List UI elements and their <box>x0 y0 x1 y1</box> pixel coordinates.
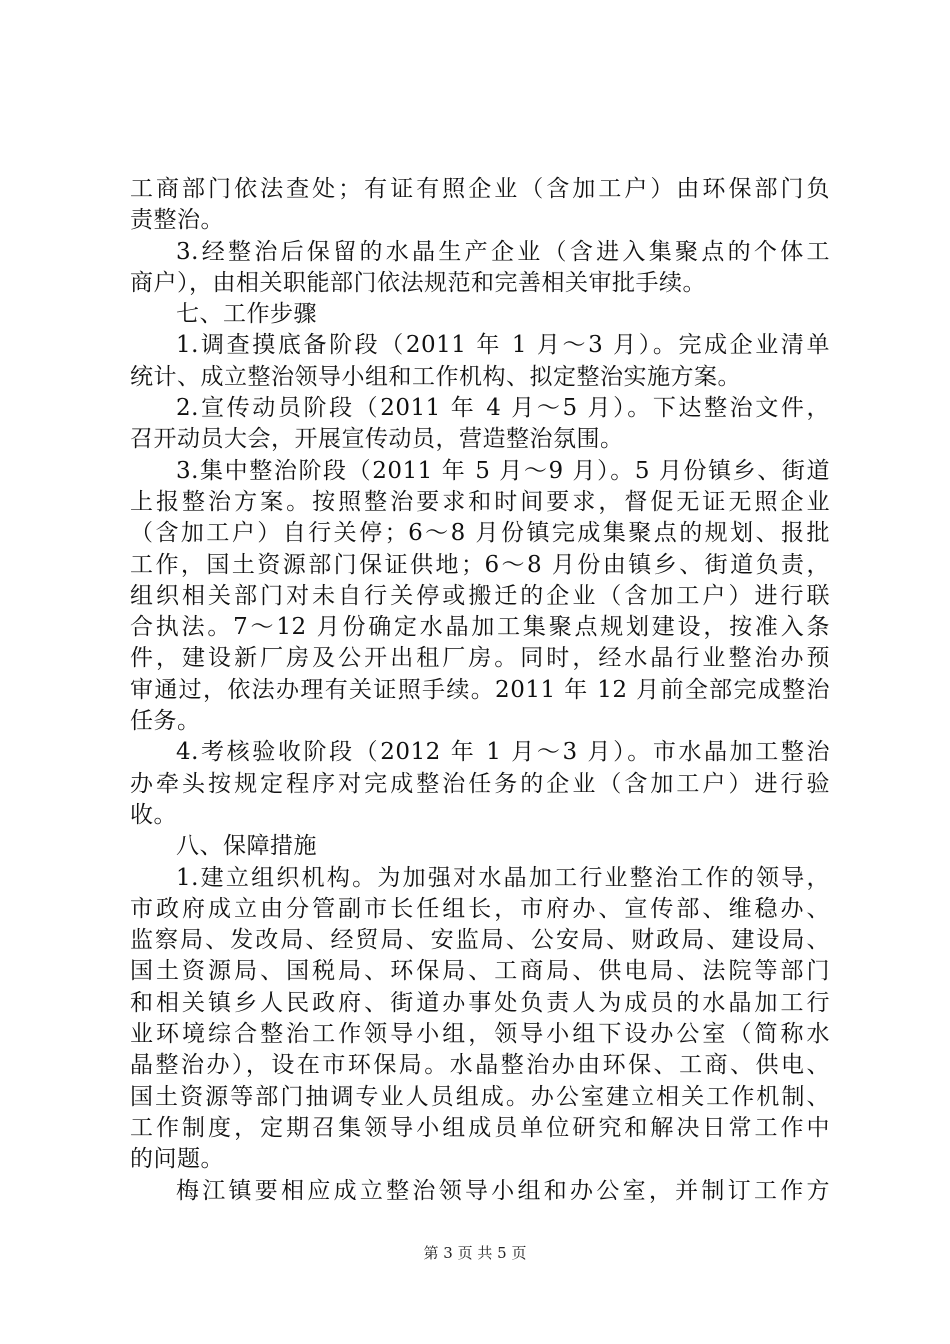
text-line: 市政府成立由分管副市长任组长，市府办、宣传部、维稳办、 <box>130 895 830 922</box>
text-line: 商户），由相关职能部门依法规范和完善相关审批手续。 <box>130 269 706 296</box>
text-line: 2.宣传动员阶段（2011 年 4 月～5 月）。下达整治文件， <box>176 395 830 422</box>
text-line: 国土资源局、国税局、环保局、工商局、供电局、法院等部门 <box>130 958 830 985</box>
text-line: 上报整治方案。按照整治要求和时间要求，督促无证无照企业 <box>130 488 830 515</box>
text-line: 国土资源等部门抽调专业人员组成。办公室建立相关工作机制、 <box>130 1083 830 1110</box>
text-line: 统计、成立整治领导小组和工作机构、拟定整治实施方案。 <box>130 363 741 390</box>
text-line: 3.经整治后保留的水晶生产企业（含进入集聚点的个体工 <box>176 238 830 265</box>
text-line: 业环境综合整治工作领导小组，领导小组下设办公室（简称水 <box>130 1021 830 1048</box>
text-line: 件，建设新厂房及公开出租厂房。同时，经水晶行业整治办预 <box>130 645 830 672</box>
text-line: 1.建立组织机构。为加强对水晶加工行业整治工作的领导， <box>176 864 830 891</box>
document-body <box>130 174 830 1207</box>
text-line: 3.集中整治阶段（2011 年 5 月～9 月）。5 月份镇乡、街道 <box>176 457 830 484</box>
text-line: 七、工作步骤 <box>176 301 317 328</box>
text-line: 1.调查摸底备阶段（2011 年 1 月～3 月）。完成企业清单 <box>176 332 830 359</box>
text-line: 责整治。 <box>130 207 224 234</box>
text-line: 4.考核验收阶段（2012 年 1 月～3 月）。市水晶加工整治 <box>176 739 830 766</box>
text-line: 审通过，依法办理有关证照手续。2011 年 12 月前全部完成整治 <box>130 676 830 703</box>
text-line: （含加工户）自行关停；6～8 月份镇完成集聚点的规划、报批 <box>130 520 830 547</box>
text-line: 工作，国土资源部门保证供地；6～8 月份由镇乡、街道负责， <box>130 551 830 578</box>
page-footer: 第 3 页 共 5 页 <box>423 1244 527 1262</box>
text-line: 任务。 <box>130 708 201 735</box>
text-line: 八、保障措施 <box>176 833 317 860</box>
text-line: 办牵头按规定程序对完成整治任务的企业（含加工户）进行验 <box>130 770 830 797</box>
text-line: 合执法。7～12 月份确定水晶加工集聚点规划建设，按准入条 <box>130 614 830 641</box>
text-line: 梅江镇要相应成立整治领导小组和办公室，并制订工作方 <box>176 1177 830 1204</box>
text-line: 召开动员大会，开展宣传动员，营造整治氛围。 <box>130 426 624 453</box>
text-line: 工作制度，定期召集领导小组成员单位研究和解决日常工作中 <box>130 1114 830 1141</box>
text-line: 晶整治办），设在市环保局。水晶整治办由环保、工商、供电、 <box>130 1052 830 1079</box>
text-line: 工商部门依法查处；有证有照企业（含加工户）由环保部门负 <box>130 176 830 202</box>
text-line: 组织相关部门对未自行关停或搬迁的企业（含加工户）进行联 <box>130 582 830 609</box>
text-line: 和相关镇乡人民政府、街道办事处负责人为成员的水晶加工行 <box>130 989 830 1016</box>
text-line: 的问题。 <box>130 1146 224 1173</box>
text-line: 监察局、发改局、经贸局、安监局、公安局、财政局、建设局、 <box>130 927 830 954</box>
text-line: 收。 <box>130 801 177 828</box>
